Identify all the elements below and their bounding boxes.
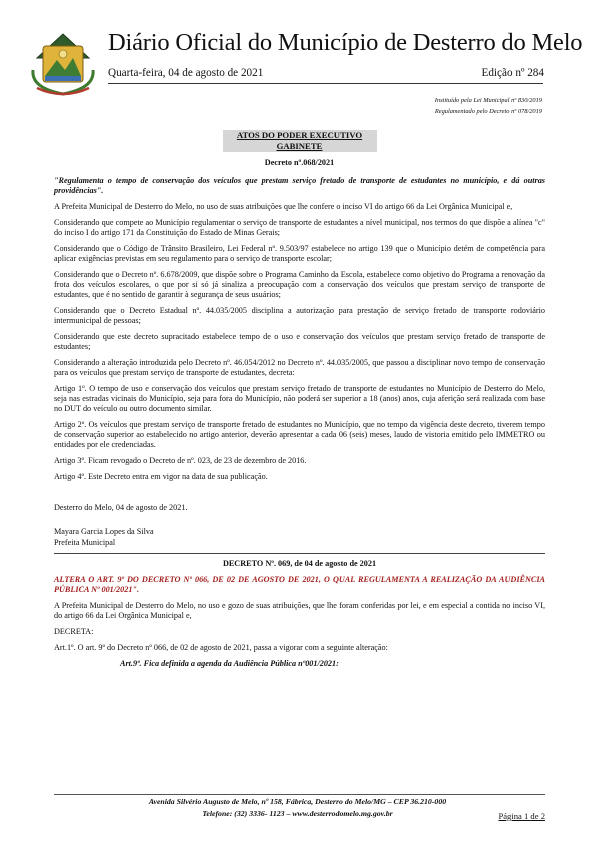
place-date: Desterro do Melo, 04 de agosto de 2021. (54, 503, 188, 513)
considering-paragraph: Considerando que o Decreto nº. 6.678/2009, que dispõe sobre o Programa Caminho da Escola, estabelece como objetivo do Programa a renovação da frota dos veículos escolares, o que por si só já sinaliza a preocupação com a conservação dos veículos que prestam serviço de transporte de estudantes, que é no sentido de garantir à segurança de seus usuários; (54, 269, 545, 299)
section-line1: ATOS DO PODER EXECUTIVO (223, 130, 377, 141)
considering-paragraph: Considerando que o Código de Trânsito Brasileiro, Lei Federal nº. 9.503/97 estabelece no artigo 139 que o Município detém de competência para aplicar exigências previstas em seu regulamento para o serviço de transporte escolar; (54, 243, 545, 263)
decree-069-decreta: DECRETA: (54, 627, 94, 637)
considering-paragraph: Considerando a alteração introduzida pelo Decreto nº. 46.054/2012 no Decreto nº. 44.035/2005, que passou a disciplinar novo tempo de conservação para os veículos que prestam serviço de transporte de estudantes, decreta: (54, 357, 545, 377)
decree-068-title: Decreto nº.068/2021 (264, 157, 335, 167)
municipal-crest-icon (27, 30, 99, 100)
signer-role: Prefeita Municipal (54, 537, 116, 547)
header-rule (108, 83, 543, 84)
issue-date: Quarta-feira, 04 de agosto de 2021 (108, 67, 264, 79)
decree-069-article-1: Art.1º. O art. 9º do Decreto nº 066, de 02 de agosto de 2021, passa a vigorar com a seguinte alteração: (54, 642, 388, 652)
considering-paragraph: Considerando que o Decreto Estadual nº. 44.035/2005 disciplina a autorização para prestação de serviço fretado de transporte rodoviário intermunicipal de pessoas; (54, 305, 545, 325)
edition-number: Edição nº 284 (481, 67, 544, 79)
footer-contact: Telefone: (32) 3336- 1123 – www.desterrodomelo.mg.gov.br (202, 809, 393, 818)
article-2: Artigo 2º. Os veículos que prestam serviço de transporte fretado de estudantes no Município, que no tempo da vigência deste decreto, tiverem tempo de conservação superior ao estabelecido no artigo anterior, deverão apresentar a cada 06 (seis) meses, laudo de vistoria emitido pelo IMMETRO ou entidades por ele credenciadas. (54, 420, 545, 450)
footer-rule (54, 794, 545, 795)
publication-title: Diário Oficial do Município de Desterro do Melo (108, 29, 583, 56)
decree-separator (54, 553, 545, 554)
decree-069-summary: ALTERA O ART. 9º DO DECRETO Nº 066, DE 02 DE AGOSTO DE 2021, O QUAL REGULAMENTA A REALIZAÇÃO DA AUDIÊNCIA PÚBLICA Nº 001/2021". (54, 575, 545, 595)
regulation-decree: Regulamentado pelo Decreto nº 078/2019 (434, 108, 542, 115)
considering-paragraph: Considerando que compete ao Município regulamentar o serviço de transporte de estudantes a nível municipal, nos termos do que dispõe a alínea "c" do inciso I do artigo 171 da Constituição do Estado de Minas Gerais; (54, 217, 545, 237)
article-4: Artigo 4º. Este Decreto entra em vigor na data de sua publicação. (54, 472, 268, 481)
section-heading (54, 130, 545, 152)
article-1: Artigo 1º. O tempo de uso e conservação dos veículos que prestam serviço fretado de transporte de estudantes no Município de Desterro do Melo, seja nas estradas vicinais do Município, seja para fora do Município, não poderá ser superior a 18 (anos) anos, cuja aferição será realizada com base no DUT do veículo ou outro documento similar. (54, 383, 545, 414)
institution-law: Instituído pela Lei Municipal nº 830/2019 (434, 97, 542, 104)
considering-paragraph: Considerando que este decreto supracitado estabelece tempo de o uso e conservação dos veículos que prestam serviço fretado de transporte de estudantes; (54, 331, 545, 351)
decree-068-summary: "Regulamenta o tempo de conservação dos veículos que prestam serviço fretado de transporte de estudantes no município, e dá outras providências". (54, 175, 545, 195)
signer-name: Mayara Garcia Lopes da Silva (54, 527, 154, 537)
decree-069-intro: A Prefeita Municipal de Desterro do Melo, no uso e gozo de suas atribuições, que lhe foram conferidas por lei, e em especial a contida no inciso VI, do artigo 66 da Lei Orgânica Municipal e, (54, 601, 545, 621)
section-line2: GABINETE (223, 141, 377, 152)
decree-069-title: DECRETO Nº. 069, de 04 de agosto de 2021 (222, 558, 377, 568)
page-content (54, 130, 545, 674)
decree-069-article-9: Art.9º. Fica definida a agenda da Audiência Pública nº001/2021: (120, 658, 339, 668)
page-number: Página 1 de 2 (498, 811, 545, 821)
footer-address: Avenida Silvério Augusto de Melo, nº 158, Fábrica, Desterro do Melo/MG – CEP 36.210-000 (148, 797, 447, 806)
decree-068-intro: A Prefeita Municipal de Desterro do Melo, no uso de suas atribuições que lhe confere o inciso VI do artigo 66 da Lei Orgânica Municipal e, (54, 201, 513, 211)
article-3: Artigo 3º. Ficam revogado o Decreto de nº. 023, de 23 de dezembro de 2016. (54, 456, 307, 466)
